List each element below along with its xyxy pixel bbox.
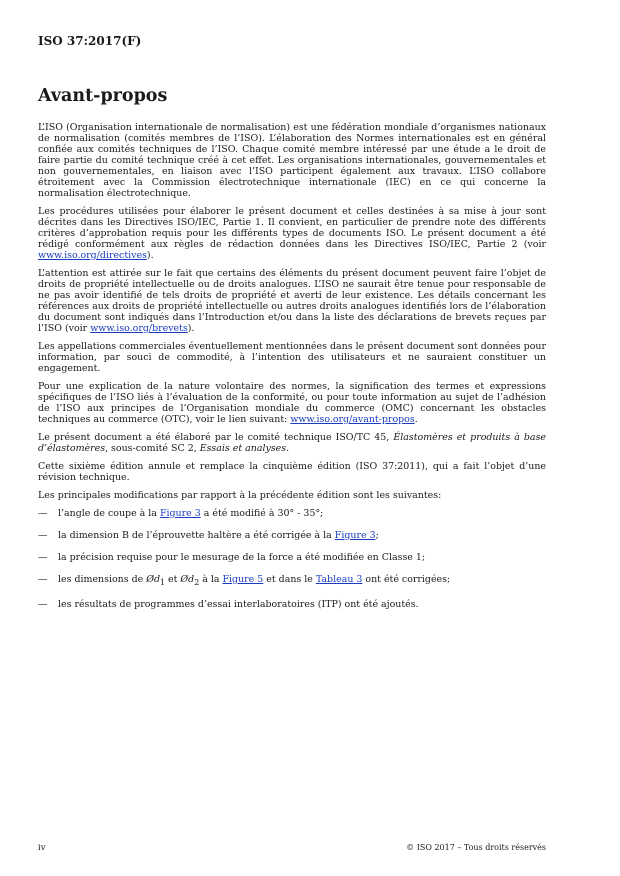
paragraph-changes-intro: Les principales modifications par rapport à la précédente édition sont les suivantes: xyxy=(38,490,442,501)
figure-3-link[interactable]: Figure 3 xyxy=(334,530,376,541)
paragraph-end: . xyxy=(286,443,290,454)
paragraph-end: ). xyxy=(146,250,154,261)
changes-list xyxy=(38,508,546,610)
list-item xyxy=(38,508,546,519)
foreword-body xyxy=(38,122,546,621)
list-item xyxy=(38,552,546,563)
item-text: ont été corrigées; xyxy=(362,574,451,585)
list-item xyxy=(38,574,546,588)
foreword-link[interactable]: www.iso.org/avant-propos xyxy=(290,414,415,425)
symbol-d1: Ød xyxy=(146,574,160,585)
patents-link[interactable]: www.iso.org/brevets xyxy=(90,323,188,334)
page-number: iv xyxy=(38,843,46,853)
paragraph-text: Les procédures utilisées pour élaborer le présent document et celles destinées à sa mise à jour sont décrites dans les Directives ISO/IEC, Partie 1. Il convient, en particulier de prendre note des différents critères d’approbation requis pour les différents types de documents ISO. Le présent document a été rédigé conformément aux règles de rédaction données dans les Directives ISO/IEC, Partie 2 (voir xyxy=(38,206,546,250)
figure-5-link[interactable]: Figure 5 xyxy=(222,574,264,585)
figure-3-link[interactable]: Figure 3 xyxy=(159,508,201,519)
paragraph-patents xyxy=(38,268,546,334)
document-id: ISO 37:2017(F) xyxy=(38,34,142,48)
symbol-d2: Ød xyxy=(180,574,195,585)
list-dash: — xyxy=(38,598,48,610)
list-dash: — xyxy=(38,530,48,541)
subscript: 1 xyxy=(160,577,166,587)
subscript: 2 xyxy=(194,577,200,587)
list-dash: — xyxy=(38,574,48,585)
table-3-link[interactable]: Tableau 3 xyxy=(315,574,363,585)
item-text: la dimension B de l’éprouvette haltère a été corrigée à la xyxy=(58,530,335,541)
list-dash: — xyxy=(38,508,48,519)
item-text: et dans le xyxy=(263,574,316,585)
item-text: l’angle de coupe à la xyxy=(58,508,160,519)
list-item-text xyxy=(58,530,379,541)
paragraph-text: , sous-comité SC 2, xyxy=(105,443,200,454)
paragraph-trade-names: Les appellations commerciales éventuellement mentionnées dans le présent document sont données pour information, par souci de commodité, à l’intention des utilisateurs et ne sauraient constituer un engagement. xyxy=(38,341,546,374)
list-item-text: la précision requise pour le mesurage de la force a été modifiée en Classe 1; xyxy=(58,552,426,563)
paragraph-end: . xyxy=(414,414,418,425)
item-text: a été modifié à 30° - 35°; xyxy=(200,508,324,519)
paragraph-text: Pour une explication de la nature volontaire des normes, la signification des termes et expressions spécifiques de l’ISO liés à l’évaluation de la conformité, ou pour toute information au sujet de l’adhésion de l’ISO aux principes de l’Organisation mondiale du commerce (OMC) concernant les obstacles techniques au commerce (OTC), voir le lien suivant: xyxy=(38,381,546,425)
list-item-text xyxy=(58,574,450,588)
item-text: à la xyxy=(199,574,223,585)
directives-link[interactable]: www.iso.org/directives xyxy=(38,250,147,261)
item-text: ; xyxy=(375,530,379,541)
list-item-text xyxy=(58,508,323,519)
paragraph-edition: Cette sixième édition annule et remplace la cinquième édition (ISO 37:2011), qui a fait l’objet d’une révision technique. xyxy=(38,461,546,483)
list-item xyxy=(38,530,546,541)
paragraph-text: L’attention est attirée sur le fait que certains des éléments du présent document peuvent faire l’objet de droits de propriété intellectuelle ou de droits analogues. L’ISO ne saurait être tenue pour responsable de ne pas avoir identifié de tels droits de propriété et averti de leur existence. Les détails concernant les références aux droits de propriété intellectuelle ou autres droits analogues identifiés lors de l’élaboration du document sont indiqués dans l’Introduction et/ou dans la liste des déclarations de brevets reçues par l’ISO (voir xyxy=(38,268,546,334)
paragraph-text: Le présent document a été élaboré par le comité technique ISO/TC 45, xyxy=(38,432,394,443)
paragraph-end: ). xyxy=(187,323,195,334)
page-title: Avant-propos xyxy=(38,86,168,106)
item-text: les dimensions de xyxy=(58,574,147,585)
list-item xyxy=(38,599,546,610)
paragraph-procedures xyxy=(38,206,546,261)
list-item-text: les résultats de programmes d’essai interlaboratoires (ITP) ont été ajoutés. xyxy=(58,598,419,610)
paragraph-committee xyxy=(38,432,546,454)
paragraph-iso-intro: L’ISO (Organisation internationale de normalisation) est une fédération mondiale d’organismes nationaux de normalisation (comités membres de l’ISO). L’élaboration des Normes internationales est en général confiée aux comités techniques de l’ISO. Chaque comité membre intéressé par une étude a le droit de faire partie du comité technique créé à cet effet. Les organisations internationales, gouvernementales et non gouvernementales, en liaison avec l’ISO participent également aux travaux. L’ISO collabore étroitement avec la Commission électrotechnique internationale (IEC) en ce qui concerne la normalisation électrotechnique. xyxy=(38,122,546,199)
committee-title: Élastomères et produits à base d’élastomères xyxy=(38,432,546,454)
paragraph-voluntary-nature xyxy=(38,381,546,425)
subcommittee-title: Essais et analyses xyxy=(199,443,287,454)
item-text: et xyxy=(165,574,181,585)
copyright-notice: © ISO 2017 – Tous droits réservés xyxy=(406,843,546,852)
list-dash: — xyxy=(38,552,48,563)
